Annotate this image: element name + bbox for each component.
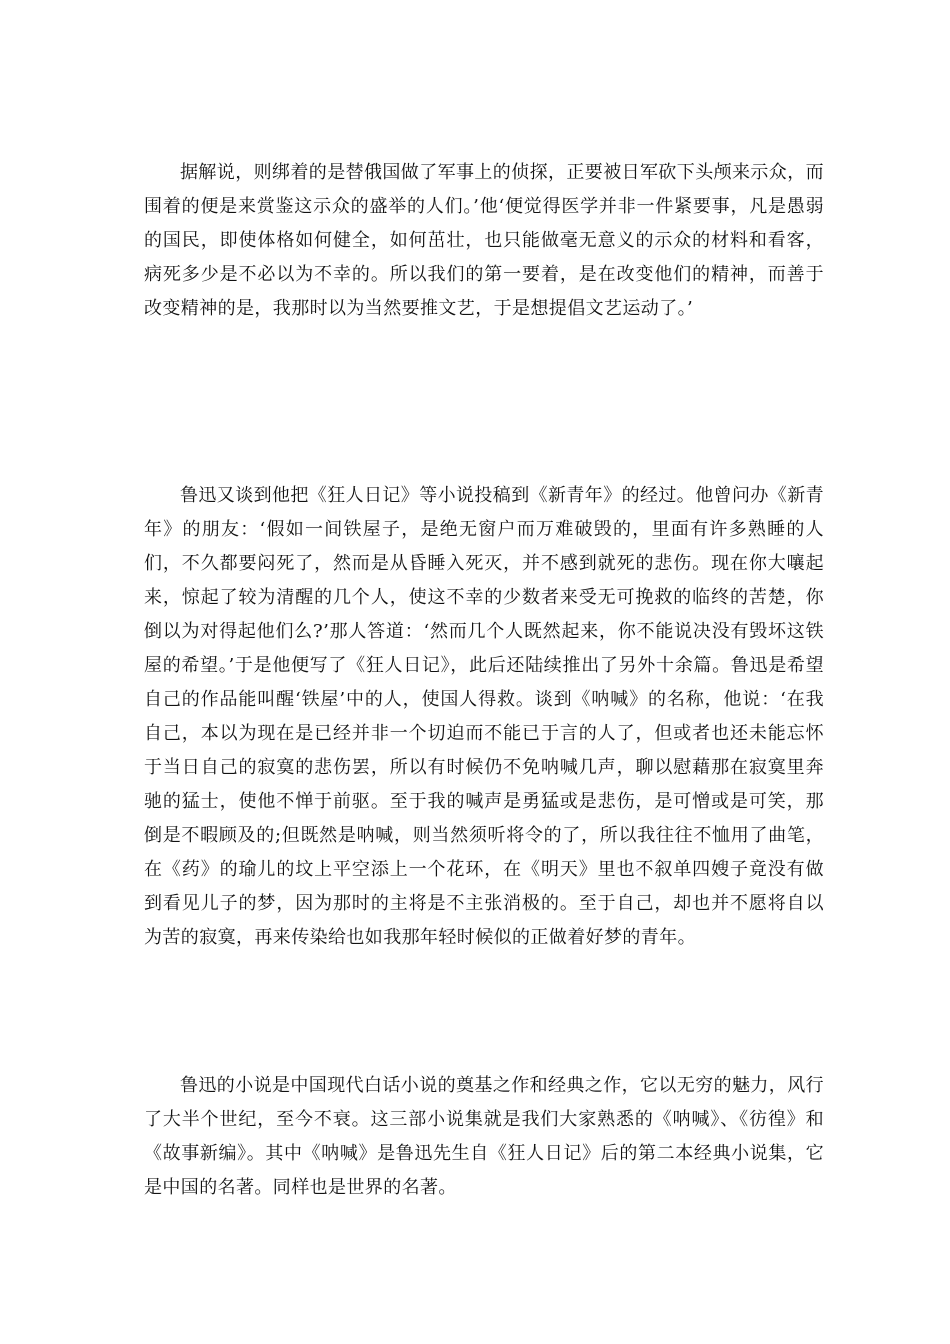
paragraph-2: 鲁迅又谈到他把《狂人日记》等小说投稿到《新青年》的经过。他曾问办《新青年》的朋友：‘假如一间铁屋子，是绝无窗户而万难破毁的，里面有许多熟睡的人们，不久都要闷死了，然而是从昏睡入死灭，并不感到就死的悲伤。现在你大嚷起来，惊起了较为清醒的几个人，使这不幸的少数者来受无可挽救的临终的苦楚，你倒以为对得起他们么?’那人答道：‘然而几个人既然起来，你不能说决没有毁坏这铁屋的希望。’于是他便写了《狂人日记》，此后还陆续推出了另外十余篇。鲁迅是希望自己的作品能叫醒‘铁屋’中的人，使国人得救。谈到《呐喊》的名称，他说：‘在我自己，本以为现在是已经并非一个切迫而不能已于言的人了，但或者也还未能忘怀于当日自己的寂寞的悲伤罢，所以有时候仍不免呐喊几声，聊以慰藉那在寂寞里奔驰的猛士，使他不惮于前驱。至于我的喊声是勇猛或是悲伤，是可憎或是可笑，那倒是不暇顾及的;但既然是呐喊，则当然须听将令的了，所以我往往不恤用了曲笔，在《药》的瑜儿的坟上平空添上一个花环，在《明天》里也不叙单四嫂子竟没有做到看见儿子的梦，因为那时的主将是不主张消极的。至于自己，却也并不愿将自以为苦的寂寞，再来传染给也如我那年轻时候似的正做着好梦的青年。 bbox=[144, 485, 824, 948]
paragraph-3: 鲁迅的小说是中国现代白话小说的奠基之作和经典之作，它以无穷的魅力，风行了大半个世纪，至今不衰。这三部小说集就是我们大家熟悉的《呐喊》、《彷徨》和《故事新编》。其中《呐喊》是鲁迅先生自《狂人日记》后的第二本经典小说集，它是中国的名著。同样也是世界的名著。 bbox=[144, 1075, 824, 1198]
paragraph-1: 据解说，则绑着的是替俄国做了军事上的侦探，正要被日军砍下头颅来示众，而围着的便是来赏鉴这示众的盛举的人们。’他‘便觉得医学并非一件紧要事，凡是愚弱的国民，即使体格如何健全，如何茁壮，也只能做毫无意义的示众的材料和看客，病死多少是不必以为不幸的。所以我们的第一要着，是在改变他们的精神，而善于改变精神的是，我那时以为当然要推文艺，于是想提倡文艺运动了。’ bbox=[144, 162, 824, 319]
